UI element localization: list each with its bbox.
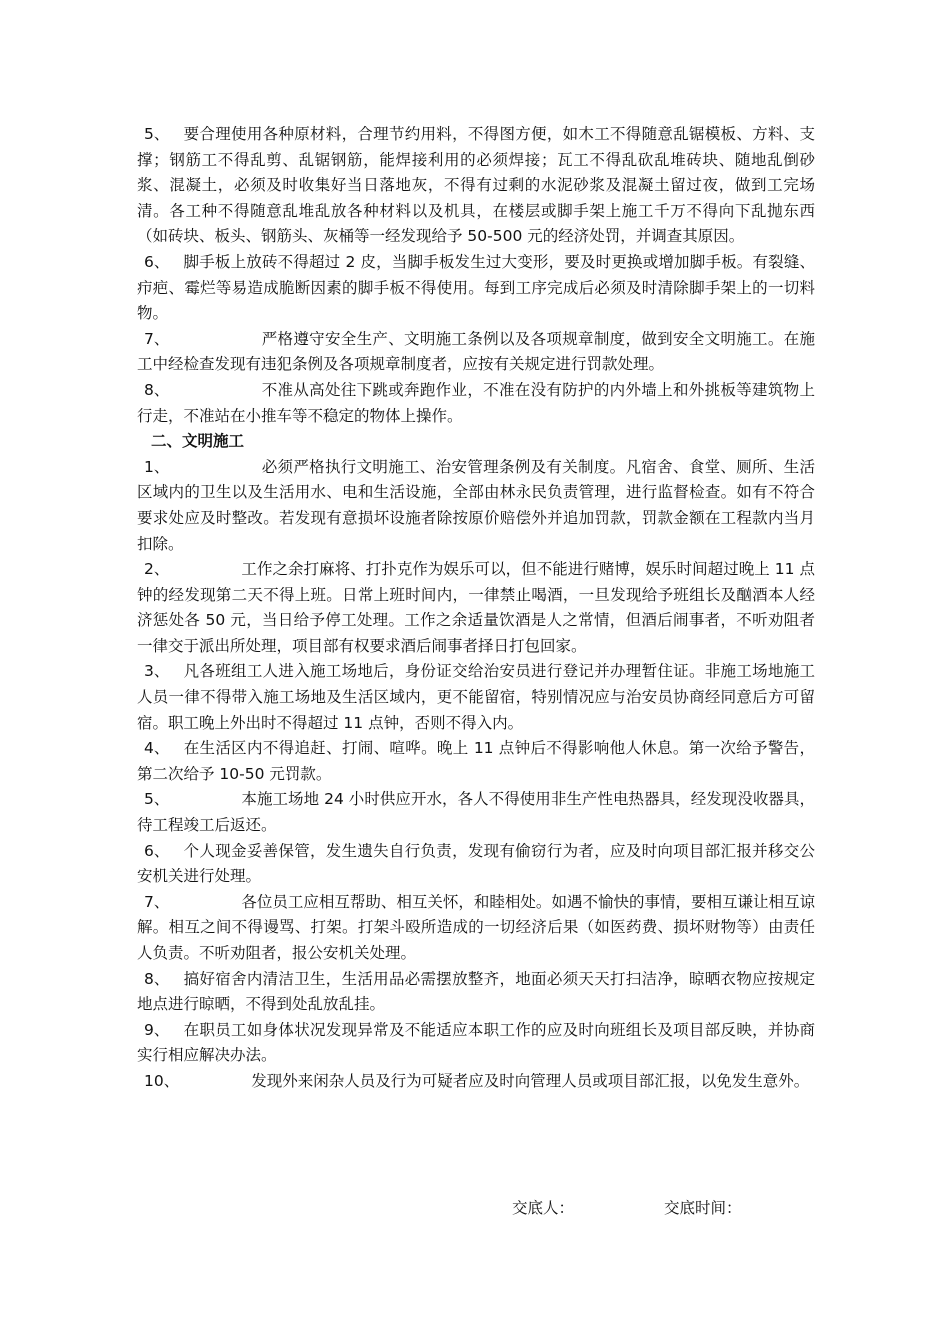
item-number: 3、 [144,662,170,681]
signature-footer [512,1196,742,1221]
item-number: 8、 [144,969,170,988]
item-text: 个人现金妥善保管，发生遗失自行负责，发现有偷窃行为者，应及时向项目部汇报并移交公安机关进行处理。 [137,841,815,886]
item-text: 工作之余打麻将、打扑克作为娱乐可以，但不能进行赌博，娱乐时间超过晚上 11 点钟的经发现第二天不得上班。日常上班时间内，一律禁止喝酒，一旦发现给予班组长及酗酒本人经济惩处各 50 元，当日给予停工处理。工作之余适量饮酒是人之常情，但酒后闹事者，不听劝阻者一律交于派出所处理，项目部有权要求酒后闹事者择日打包回家。 [137,560,815,655]
item-number: 1、 [144,457,170,476]
item-text: 不准从高处往下跳或奔跑作业，不准在没有防护的内外墙上和外挑板等建筑物上行走，不准站在小推车等不稳定的物体上操作。 [137,380,815,425]
item-text: 必须严格执行文明施工、治安管理条例及有关制度。凡宿舍、食堂、厕所、生活区域内的卫生以及生活用水、电和生活设施，全部由林永民负责管理，进行监督检查。如有不符合要求处应及时整改。若发现有意损坏设施者除按原价赔偿外并追加罚款，罚款金额在工程款内当月扣除。 [137,457,815,553]
item-number: 7、 [144,892,170,911]
item-text: 脚手板上放砖不得超过 2 皮，当脚手板发生过大变形，要及时更换或增加脚手板。有裂缝、疖疤、霉烂等易造成脆断因素的脚手板不得使用。每到工序完成后必须及时清除脚手架上的一切料物。 [137,252,815,323]
section2-item-3 [137,659,815,736]
item-text: 本施工场地 24 小时供应开水，各人不得使用非生产性电热器具，经发现没收器具，待工程竣工后返还。 [137,790,815,835]
item-number: 2、 [144,560,170,579]
item-text: 搞好宿舍内清洁卫生，生活用品必需摆放整齐，地面必须天天打扫洁净，晾晒衣物应按规定地点进行晾晒，不得到处乱放乱挂。 [137,969,815,1014]
handover-person-label: 交底人： [512,1199,575,1217]
section1-item-8 [137,378,815,429]
item-number: 8、 [144,380,170,399]
item-number: 6、 [144,252,170,271]
item-text: 要合理使用各种原材料，合理节约用料，不得图方便，如木工不得随意乱锯模板、方料、支撑；钢筋工不得乱剪、乱锯钢筋，能焊接利用的必须焊接；瓦工不得乱砍乱堆砖块、随地乱倒砂浆、混凝土，必须及时收集好当日落地灰，不得有过剩的水泥砂浆及混凝土留过夜，做到工完场清。各工种不得随意乱堆乱放各种材料以及机具，在楼层或脚手架上施工千万不得向下乱抛东西（如砖块、板头、钢筋头、灰桶等一经发现给予 50-500 元的经济处罚，并调查其原因。 [137,125,815,246]
item-text: 凡各班组工人进入施工场地后，身份证交给治安员进行登记并办理暂住证。非施工场地施工人员一律不得带入施工场地及生活区域内，更不能留宿，特别情况应与治安员协商经同意后方可留宿。职工晚上外出时不得超过 11 点钟，否则不得入内。 [137,662,815,732]
section2-item-8 [137,967,815,1018]
section2-item-6 [137,839,815,890]
section2-item-9 [137,1018,815,1069]
section2-item-7 [137,890,815,967]
item-text: 在职员工如身体状况发现异常及不能适应本职工作的应及时向班组长及项目部反映，并协商实行相应解决办法。 [137,1020,815,1065]
item-text: 严格遵守安全生产、文明施工条例以及各项规章制度，做到安全文明施工。在施工中经检查发现有违犯条例及各项规章制度者，应按有关规定进行罚款处理。 [137,329,815,374]
handover-time-label: 交底时间： [664,1199,742,1217]
item-number: 9、 [144,1020,170,1039]
section-heading: 二、文明施工 [151,432,245,451]
item-text: 发现外来闲杂人员及行为可疑者应及时向管理人员或项目部汇报，以免发生意外。 [251,1071,810,1090]
section1-item-6 [137,250,815,327]
document-body [137,122,815,1095]
section1-item-7 [137,327,815,378]
item-number: 4、 [144,739,170,758]
section2-item-1 [137,455,815,557]
section2-item-4 [137,736,815,787]
item-number: 6、 [144,841,170,860]
item-number: 5、 [144,125,170,143]
item-number: 10、 [144,1071,180,1090]
item-text: 各位员工应相互帮助、相互关怀，和睦相处。如遇不愉快的事情，要相互谦让相互谅解。相互之间不得谩骂、打架。打架斗殴所造成的一切经济后果（如医药费、损坏财物等）由责任人负责。不听劝阻者，报公安机关处理。 [137,892,815,962]
item-number: 7、 [144,329,170,348]
item-number: 5、 [144,790,170,809]
section1-item-5 [137,122,815,250]
section2-item-2 [137,557,815,659]
item-text: 在生活区内不得追赶、打闹、喧哗。晚上 11 点钟后不得影响他人休息。第一次给予警告，第二次给予 10-50 元罚款。 [137,739,815,783]
section2-item-5 [137,787,815,838]
section2-item-10 [137,1069,815,1095]
